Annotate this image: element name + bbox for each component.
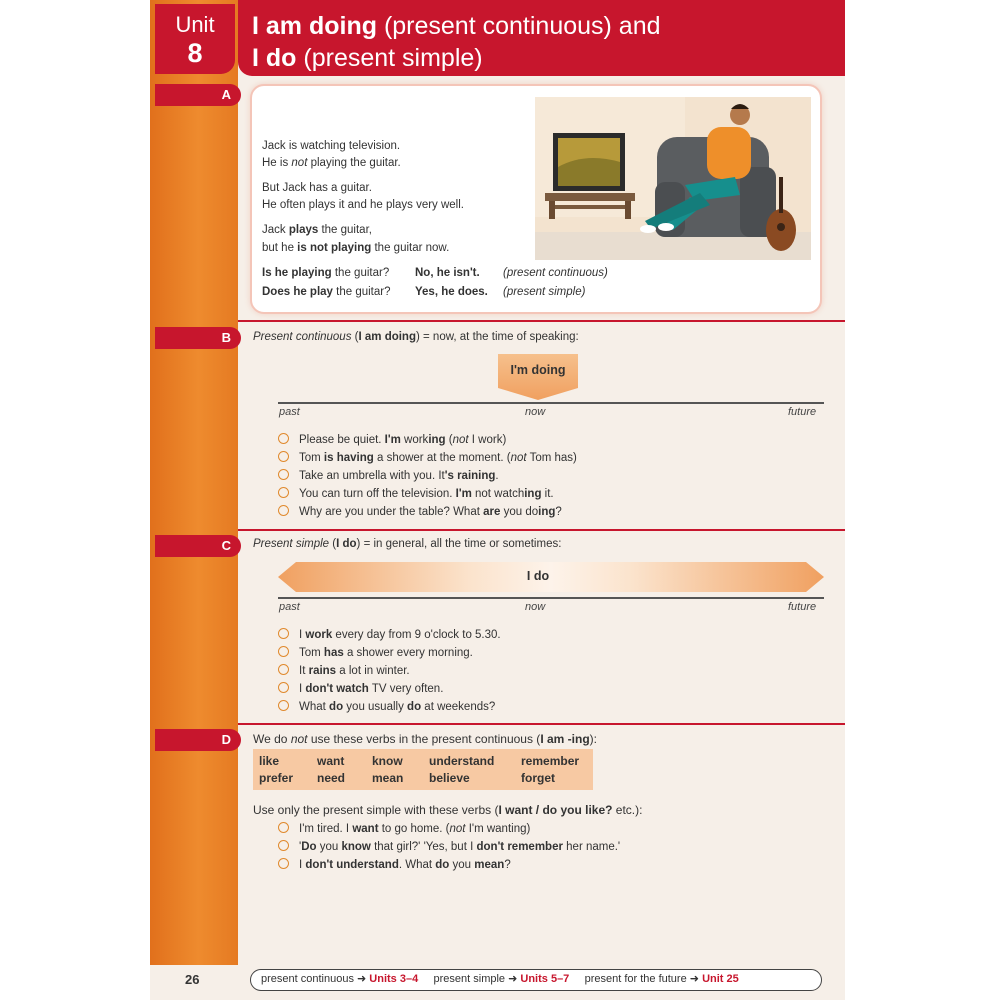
- bullet-icon: [278, 664, 289, 675]
- verb-cell: know: [372, 754, 403, 768]
- ref-link[interactable]: Unit 25: [702, 973, 739, 985]
- c-now-label: now: [525, 601, 546, 613]
- arrow-right-icon: ➜: [508, 973, 518, 985]
- section-c-intro: Present simple (I do) = in general, all the time or sometimes:: [253, 538, 562, 550]
- bullet-icon: [278, 505, 289, 516]
- c-marker-label: I do: [526, 569, 550, 583]
- bullet-icon: [278, 628, 289, 639]
- section-d-divider: [238, 723, 845, 725]
- sidebar: [150, 0, 238, 965]
- section-tab-d: D: [155, 729, 241, 751]
- b-example-3: Take an umbrella with you. It's raining.: [278, 469, 499, 482]
- arrow-right-icon: ➜: [689, 973, 699, 985]
- b-example-4: You can turn off the television. I'm not watching it.: [278, 487, 554, 500]
- a-line-3: But Jack has a guitar.: [262, 182, 372, 194]
- ref-label: present continuous: [261, 973, 354, 985]
- a-answer-1: No, he isn't.: [415, 267, 480, 279]
- b-example-5: Why are you under the table? What are you doing?: [278, 505, 562, 518]
- a-line-4: He often plays it and he plays very well.: [262, 199, 464, 211]
- bullet-icon: [278, 700, 289, 711]
- bullet-icon: [278, 822, 289, 833]
- verb-cell: forget: [521, 771, 555, 785]
- a-question-1: Is he playing the guitar?: [262, 267, 390, 279]
- verb-cell: prefer: [259, 771, 294, 785]
- c-past-label: past: [279, 601, 300, 613]
- jack-watching-tv-illustration: [535, 97, 811, 260]
- b-timeline: [278, 402, 824, 404]
- unit-number: 8: [187, 38, 203, 68]
- c-example-4: I don't watch TV very often.: [278, 682, 443, 695]
- bullet-icon: [278, 469, 289, 480]
- d-example-2: 'Do you know that girl?' 'Yes, but I don't remember her name.': [278, 840, 620, 853]
- a-answer-2: Yes, he does.: [415, 286, 488, 298]
- b-now-label: now: [525, 406, 546, 418]
- bullet-icon: [278, 451, 289, 462]
- a-note-2: (present simple): [503, 286, 586, 298]
- section-c-divider: [238, 529, 845, 531]
- c-example-3: It rains a lot in winter.: [278, 664, 410, 677]
- ref-link[interactable]: Units 5–7: [520, 973, 570, 985]
- c-example-5: What do you usually do at weekends?: [278, 700, 495, 713]
- page-number: 26: [185, 972, 200, 987]
- bullet-icon: [278, 682, 289, 693]
- a-line-2: He is not playing the guitar.: [262, 157, 401, 169]
- verb-cell: believe: [429, 771, 470, 785]
- arrow-right-icon: ➜: [357, 973, 367, 985]
- c-example-2: Tom has a shower every morning.: [278, 646, 473, 659]
- section-d-intro: We do not use these verbs in the present continuous (I am -ing):: [253, 732, 597, 746]
- a-line-5: Jack plays the guitar,: [262, 224, 372, 236]
- verb-cell: mean: [372, 771, 404, 785]
- section-b-intro: Present continuous (I am doing) = now, at the time of speaking:: [253, 331, 579, 343]
- b-past-label: past: [279, 406, 300, 418]
- section-tab-c: C: [155, 535, 241, 557]
- bullet-icon: [278, 840, 289, 851]
- b-future-label: future: [788, 406, 817, 418]
- unit-label: Unit: [175, 12, 215, 37]
- verb-cell: want: [317, 754, 345, 768]
- a-note-1: (present continuous): [503, 267, 608, 279]
- ref-label: present for the future: [584, 973, 687, 985]
- a-question-2: Does he play the guitar?: [262, 286, 391, 298]
- section-tab-a: A: [155, 84, 241, 106]
- page-title-line-2: I do (present simple): [252, 44, 483, 72]
- now-marker: [498, 354, 578, 400]
- d-example-3: I don't understand. What do you mean?: [278, 858, 511, 871]
- cross-reference-bar: [250, 969, 822, 991]
- a-line-6: but he is not playing the guitar now.: [262, 242, 450, 254]
- c-future-label: future: [788, 601, 817, 613]
- a-line-1: Jack is watching television.: [262, 140, 401, 152]
- verb-cell: like: [259, 754, 280, 768]
- b-example-2: Tom is having a shower at the moment. (not Tom has): [278, 451, 577, 464]
- b-marker-label: I'm doing: [510, 363, 566, 377]
- section-b-divider: [238, 320, 845, 322]
- bullet-icon: [278, 858, 289, 869]
- section-d-use-line: Use only the present simple with these verbs (I want / do you like? etc.):: [253, 803, 643, 817]
- unit-badge: [155, 4, 235, 74]
- bullet-icon: [278, 487, 289, 498]
- b-example-1: Please be quiet. I'm working (not I work): [278, 433, 506, 446]
- c-example-1: I work every day from 9 o'clock to 5.30.: [278, 628, 501, 641]
- verb-table: [253, 749, 593, 790]
- page-title-line-1: I am doing (present continuous) and: [252, 12, 661, 40]
- bullet-icon: [278, 433, 289, 444]
- section-tab-b: B: [155, 327, 241, 349]
- verb-cell: need: [317, 771, 346, 785]
- verb-cell: understand: [429, 754, 495, 768]
- c-timeline: [278, 597, 824, 599]
- verb-cell: remember: [521, 754, 580, 768]
- ref-label: present simple: [433, 973, 506, 985]
- ref-link[interactable]: Units 3–4: [369, 973, 419, 985]
- d-example-1: I'm tired. I want to go home. (not I'm wanting): [278, 822, 530, 835]
- bullet-icon: [278, 646, 289, 657]
